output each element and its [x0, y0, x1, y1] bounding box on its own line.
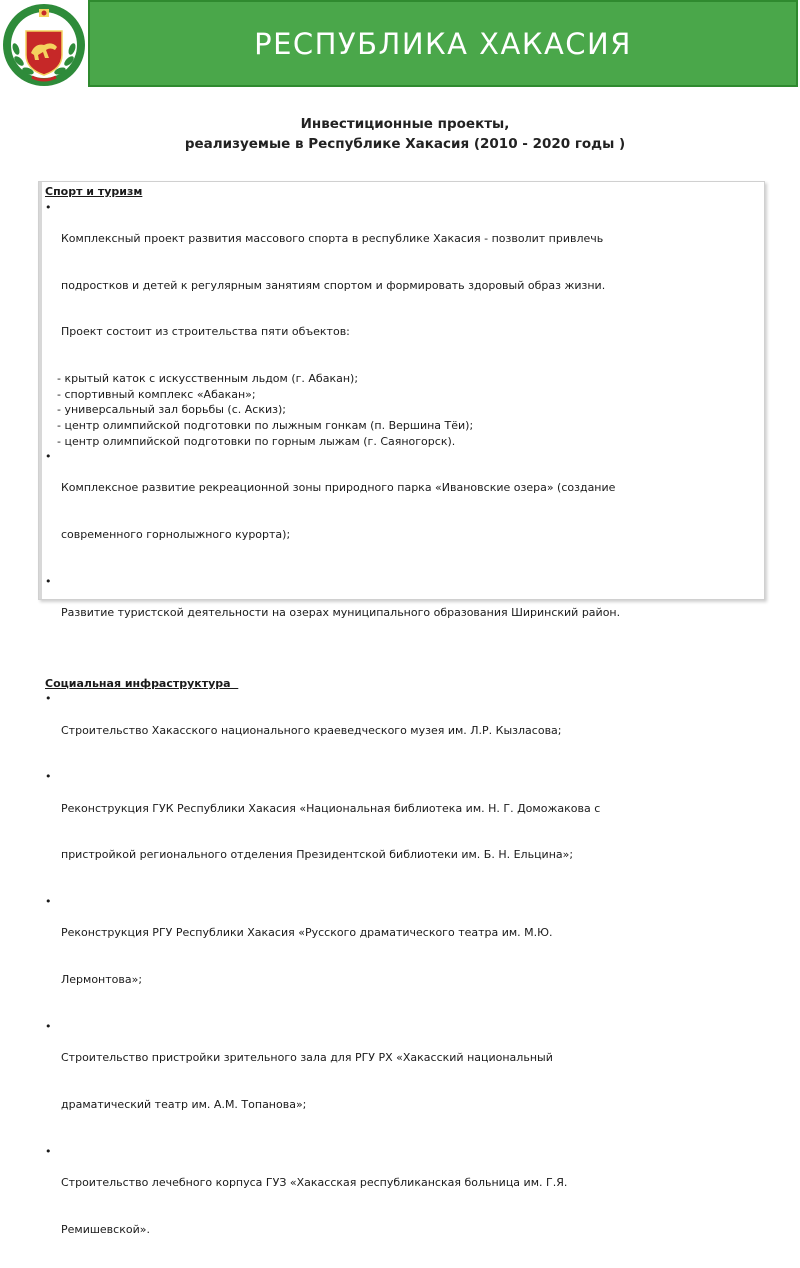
list-item: [45, 1144, 752, 1268]
list-item-text: Реконструкция РГУ Республики Хакасия «Русского драматического театра им. М.Ю.: [61, 926, 553, 940]
list-item-text: Развитие туристской деятельности на озерах муниципального образования Ширинский район.: [61, 606, 621, 620]
bullet-marker: •: [45, 574, 52, 588]
section-spacer: [45, 668, 752, 676]
box-edge-decoration: [39, 182, 42, 599]
bullet-marker: •: [45, 1144, 52, 1158]
list-item-text: Ремишевской».: [61, 1222, 150, 1236]
bullet-marker: •: [45, 1019, 52, 1033]
sub-item: - центр олимпийской подготовки по горным лыжам (г. Саяногорск).: [57, 434, 456, 448]
slide-subtitle: [100, 114, 710, 154]
list-item: [45, 574, 752, 652]
list-item-text: Строительство лечебного корпуса ГУЗ «Хакасская республиканская больница им. Г.Я.: [61, 1175, 568, 1189]
bullet-marker: •: [45, 450, 52, 464]
subtitle-line-2: реализуемые в Республике Хакасия (2010 - 2020 годы ): [184, 136, 626, 152]
republic-emblem: [2, 3, 86, 87]
bullet-marker: •: [45, 692, 52, 706]
subtitle-line-1: Инвестиционные проекты,: [300, 116, 510, 132]
list-item: [45, 691, 752, 769]
bullet-marker: •: [45, 895, 52, 909]
header-banner: [88, 0, 798, 87]
sub-item: - крытый каток с искусственным льдом (г. Абакан);: [57, 372, 359, 386]
sub-item: - центр олимпийской подготовки по лыжным гонкам (п. Вершина Тёи);: [57, 418, 474, 432]
bullet-marker: •: [45, 770, 52, 784]
bullet-marker: •: [45, 200, 52, 214]
list-item-text: Реконструкция ГУК Республики Хакасия «Национальная библиотека им. Н. Г. Доможакова с: [61, 801, 601, 815]
list-item-text: Проект состоит из строительства пяти объектов:: [61, 325, 350, 339]
list-item-text: Лермонтова»;: [61, 973, 143, 987]
section-heading-sport: Спорт и туризм: [45, 185, 143, 198]
section-heading-social: Социальная инфраструктура: [45, 676, 239, 690]
list-item-text: Комплексное развитие рекреационной зоны природного парка «Ивановские озера» (создание: [61, 481, 616, 495]
list-item-text: драматический театр им. А.М. Топанова»;: [61, 1097, 307, 1111]
list-item-text: Строительство пристройки зрительного зала для РГУ РХ «Хакасский национальный: [61, 1051, 553, 1065]
list-item-text: подростков и детей к регулярным занятиям спортом и формировать здоровый образ жизни.: [61, 278, 606, 292]
list-item-text: пристройкой регионального отделения Президентской библиотеки им. Б. Н. Ельцина»;: [61, 848, 574, 862]
list-item-text: Строительство Хакасского национального краеведческого музея им. Л.Р. Кызласова;: [61, 723, 562, 737]
sub-item: - спортивный комплекс «Абакан»;: [57, 387, 256, 401]
list-item: [45, 769, 752, 894]
list-item-text: современного горнолыжного курорта);: [61, 528, 291, 542]
section-spacer: [45, 652, 752, 668]
list-item: [45, 449, 752, 574]
page-title: РЕСПУБЛИКА ХАКАСИЯ: [254, 26, 632, 61]
list-item: [45, 200, 752, 372]
sub-item: - универсальный зал борьбы (с. Аскиз);: [57, 403, 286, 417]
list-item: [45, 894, 752, 1019]
list-item: [45, 1019, 752, 1144]
list-item-text: Комплексный проект развития массового спорта в республике Хакасия - позволит привлечь: [61, 231, 604, 245]
projects-list-box: [38, 181, 765, 1236]
